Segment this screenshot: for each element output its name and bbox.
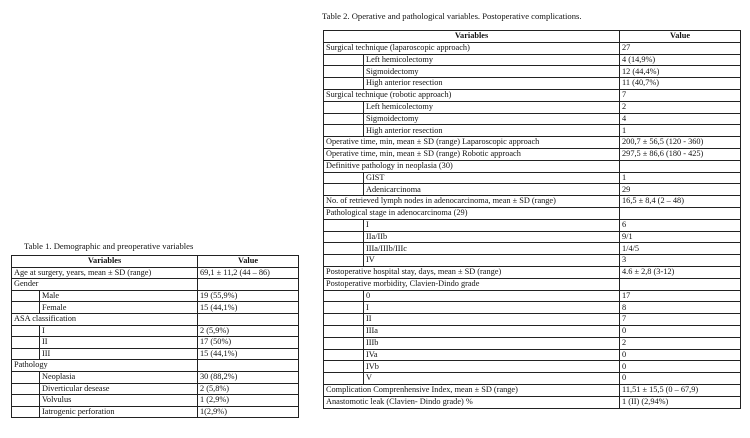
row-label: II bbox=[364, 314, 620, 326]
table2-caption: Table 2. Operative and pathological variables. Postoperative complications. bbox=[322, 11, 582, 21]
table1-row bbox=[12, 302, 299, 314]
table2-header-variables: Variables bbox=[324, 31, 620, 43]
row-value: 27 bbox=[620, 42, 741, 54]
table2-row bbox=[324, 113, 741, 125]
table2-row bbox=[324, 42, 741, 54]
indent-cell bbox=[324, 184, 364, 196]
row-label: IIIa bbox=[364, 325, 620, 337]
row-label: Left hemicolectomy bbox=[364, 101, 620, 113]
table1-row bbox=[12, 279, 299, 291]
row-label: High anterior resection bbox=[364, 78, 620, 90]
row-label: V bbox=[364, 373, 620, 385]
row-value: 1 bbox=[620, 125, 741, 137]
row-label: III bbox=[40, 348, 198, 360]
row-label: Anastomotic leak (Clavien- Dindo grade) % bbox=[324, 396, 620, 408]
table2-row bbox=[324, 243, 741, 255]
indent-cell bbox=[324, 231, 364, 243]
table2-row bbox=[324, 325, 741, 337]
row-label: Female bbox=[40, 302, 198, 314]
row-label: Age at surgery, years, mean ± SD (range) bbox=[12, 267, 198, 279]
indent-cell bbox=[324, 314, 364, 326]
row-label: GIST bbox=[364, 172, 620, 184]
table1-caption: Table 1. Demographic and preoperative variables bbox=[24, 241, 194, 251]
row-value: 1 (2,9%) bbox=[198, 395, 299, 407]
row-value: 19 (55,9%) bbox=[198, 290, 299, 302]
table2-header-row bbox=[324, 31, 741, 43]
table1-row bbox=[12, 395, 299, 407]
table2-row bbox=[324, 160, 741, 172]
table1-row bbox=[12, 406, 299, 418]
table2-row bbox=[324, 290, 741, 302]
row-label: Postoperative morbidity, Clavien-Dindo grade bbox=[324, 278, 620, 290]
row-label: IIIb bbox=[364, 337, 620, 349]
row-label: Male bbox=[40, 290, 198, 302]
table2-row bbox=[324, 302, 741, 314]
row-label: Adenicarcinoma bbox=[364, 184, 620, 196]
indent-cell bbox=[12, 383, 40, 395]
row-value: 1/4/5 bbox=[620, 243, 741, 255]
indent-cell bbox=[324, 325, 364, 337]
row-value bbox=[620, 278, 741, 290]
row-value: 0 bbox=[620, 373, 741, 385]
row-value bbox=[198, 279, 299, 291]
row-value: 17 (50%) bbox=[198, 337, 299, 349]
indent-cell bbox=[12, 290, 40, 302]
table1-row bbox=[12, 313, 299, 325]
table2-row bbox=[324, 196, 741, 208]
table1-header-row bbox=[12, 256, 299, 268]
indent-cell bbox=[324, 243, 364, 255]
row-value: 16,5 ± 8,4 (2 – 48) bbox=[620, 196, 741, 208]
table2-row bbox=[324, 148, 741, 160]
row-label: Surgical technique (robotic approach) bbox=[324, 89, 620, 101]
table1-row bbox=[12, 360, 299, 372]
table1-row bbox=[12, 337, 299, 349]
row-value: 9/1 bbox=[620, 231, 741, 243]
table2-row bbox=[324, 172, 741, 184]
row-value bbox=[620, 160, 741, 172]
indent-cell bbox=[12, 337, 40, 349]
row-label: Sigmoidectomy bbox=[364, 113, 620, 125]
indent-cell bbox=[12, 371, 40, 383]
row-value: 1(2,9%) bbox=[198, 406, 299, 418]
row-value: 0 bbox=[620, 325, 741, 337]
indent-cell bbox=[324, 290, 364, 302]
row-value: 12 (44,4%) bbox=[620, 66, 741, 78]
row-value: 8 bbox=[620, 302, 741, 314]
row-label: Pathology bbox=[12, 360, 198, 372]
indent-cell bbox=[324, 101, 364, 113]
row-label: Sigmoidectomy bbox=[364, 66, 620, 78]
table2-row bbox=[324, 278, 741, 290]
table1-header-value: Value bbox=[198, 256, 299, 268]
indent-cell bbox=[12, 348, 40, 360]
indent-cell bbox=[12, 395, 40, 407]
row-value bbox=[198, 313, 299, 325]
table1-header-variables: Variables bbox=[12, 256, 198, 268]
row-label: Neoplasia bbox=[40, 371, 198, 383]
row-label: I bbox=[364, 219, 620, 231]
row-label: Diverticular desease bbox=[40, 383, 198, 395]
table2-row bbox=[324, 384, 741, 396]
table2-row bbox=[324, 373, 741, 385]
table2-row bbox=[324, 396, 741, 408]
row-label: IIIa/IIIb/IIIc bbox=[364, 243, 620, 255]
table2-row bbox=[324, 54, 741, 66]
row-label: Pathological stage in adenocarcinoma (29) bbox=[324, 207, 620, 219]
row-value: 11 (40,7%) bbox=[620, 78, 741, 90]
row-label: I bbox=[364, 302, 620, 314]
row-label: IIa/IIb bbox=[364, 231, 620, 243]
indent-cell bbox=[324, 172, 364, 184]
table2-row bbox=[324, 89, 741, 101]
table2-row bbox=[324, 361, 741, 373]
indent-cell bbox=[324, 78, 364, 90]
row-value: 3 bbox=[620, 255, 741, 267]
table1-demographic bbox=[11, 255, 299, 418]
row-value: 6 bbox=[620, 219, 741, 231]
table2-body bbox=[324, 42, 741, 408]
table2-header-value: Value bbox=[620, 31, 741, 43]
row-value: 1 bbox=[620, 172, 741, 184]
row-label: High anterior resection bbox=[364, 125, 620, 137]
row-label: Operative time, min, mean ± SD (range) Laparoscopic approach bbox=[324, 137, 620, 149]
table2-row bbox=[324, 337, 741, 349]
table2-row bbox=[324, 349, 741, 361]
table2-row bbox=[324, 266, 741, 278]
table2-row bbox=[324, 101, 741, 113]
row-value: 7 bbox=[620, 89, 741, 101]
indent-cell bbox=[324, 302, 364, 314]
row-label: Surgical technique (laparoscopic approach) bbox=[324, 42, 620, 54]
row-value: 11,51 ± 15,5 (0 – 67,9) bbox=[620, 384, 741, 396]
row-label: II bbox=[40, 337, 198, 349]
row-value: 4 (14,9%) bbox=[620, 54, 741, 66]
indent-cell bbox=[324, 219, 364, 231]
table2-row bbox=[324, 207, 741, 219]
indent-cell bbox=[324, 54, 364, 66]
table1-row bbox=[12, 325, 299, 337]
indent-cell bbox=[12, 302, 40, 314]
row-value: 15 (44,1%) bbox=[198, 348, 299, 360]
row-label: Complication Comprenhensive Index, mean ± SD (range) bbox=[324, 384, 620, 396]
table1-row bbox=[12, 348, 299, 360]
row-label: IVb bbox=[364, 361, 620, 373]
table1-row bbox=[12, 371, 299, 383]
table1-row bbox=[12, 290, 299, 302]
table2-row bbox=[324, 314, 741, 326]
indent-cell bbox=[324, 337, 364, 349]
row-value: 69,1 ± 11,2 (44 – 86) bbox=[198, 267, 299, 279]
table1-row bbox=[12, 267, 299, 279]
row-value: 1 (II) (2,94%) bbox=[620, 396, 741, 408]
table2-row bbox=[324, 137, 741, 149]
indent-cell bbox=[324, 125, 364, 137]
indent-cell bbox=[324, 113, 364, 125]
row-value: 2 (5,8%) bbox=[198, 383, 299, 395]
indent-cell bbox=[324, 66, 364, 78]
row-value: 2 bbox=[620, 101, 741, 113]
indent-cell bbox=[12, 325, 40, 337]
table1-body bbox=[12, 267, 299, 418]
row-value: 17 bbox=[620, 290, 741, 302]
row-value: 2 (5,9%) bbox=[198, 325, 299, 337]
row-value: 4 bbox=[620, 113, 741, 125]
row-label: IVa bbox=[364, 349, 620, 361]
row-label: Postoperative hospital stay, days, mean ± SD (range) bbox=[324, 266, 620, 278]
row-value: 4.6 ± 2,8 (3-12) bbox=[620, 266, 741, 278]
row-label: IV bbox=[364, 255, 620, 267]
table2-row bbox=[324, 125, 741, 137]
row-value: 15 (44,1%) bbox=[198, 302, 299, 314]
row-value: 30 (88,2%) bbox=[198, 371, 299, 383]
table2-row bbox=[324, 78, 741, 90]
row-label: 0 bbox=[364, 290, 620, 302]
row-label: Operative time, min, mean ± SD (range) Robotic approach bbox=[324, 148, 620, 160]
row-value: 0 bbox=[620, 349, 741, 361]
row-value bbox=[198, 360, 299, 372]
table2-operative bbox=[323, 30, 741, 409]
table2-row bbox=[324, 184, 741, 196]
table2-row bbox=[324, 255, 741, 267]
indent-cell bbox=[324, 373, 364, 385]
row-value: 0 bbox=[620, 361, 741, 373]
indent-cell bbox=[324, 349, 364, 361]
row-label: No. of retrieved lymph nodes in adenocarcinoma, mean ± SD (range) bbox=[324, 196, 620, 208]
table1-row bbox=[12, 383, 299, 395]
row-value: 200,7 ± 56,5 (120 - 360) bbox=[620, 137, 741, 149]
row-value: 297,5 ± 86,6 (180 - 425) bbox=[620, 148, 741, 160]
row-label: Iatrogenic perforation bbox=[40, 406, 198, 418]
table2-row bbox=[324, 66, 741, 78]
row-label: ASA classification bbox=[12, 313, 198, 325]
row-label: Gender bbox=[12, 279, 198, 291]
row-label: Definitive pathology in neoplasia (30) bbox=[324, 160, 620, 172]
indent-cell bbox=[324, 255, 364, 267]
table2-row bbox=[324, 231, 741, 243]
row-value: 7 bbox=[620, 314, 741, 326]
row-label: Volvulus bbox=[40, 395, 198, 407]
table2-row bbox=[324, 219, 741, 231]
row-value bbox=[620, 207, 741, 219]
row-value: 2 bbox=[620, 337, 741, 349]
row-label: Left hemicolectomy bbox=[364, 54, 620, 66]
row-label: I bbox=[40, 325, 198, 337]
indent-cell bbox=[12, 406, 40, 418]
row-value: 29 bbox=[620, 184, 741, 196]
indent-cell bbox=[324, 361, 364, 373]
